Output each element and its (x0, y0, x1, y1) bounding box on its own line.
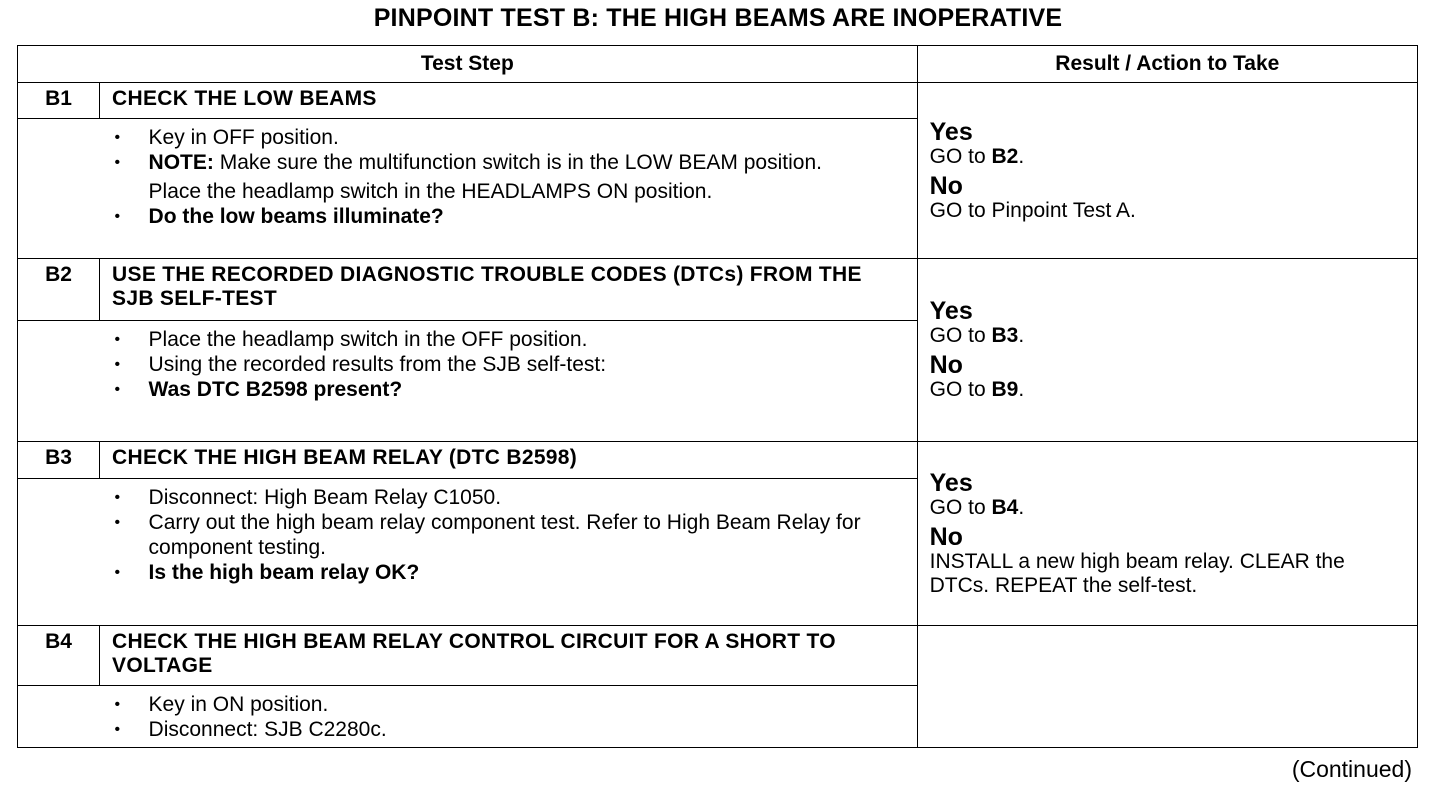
step-id: B3 (18, 442, 100, 479)
header-result: Result / Action to Take (917, 46, 1417, 83)
no-label: No (929, 522, 963, 551)
list-item: • Place the headlamp switch in the OFF position. (112, 327, 907, 352)
step-title: CHECK THE HIGH BEAM RELAY (DTC B2598) (100, 442, 918, 479)
no-action: GO to Pinpoint Test A. (929, 198, 1136, 222)
pinpoint-test-table (17, 45, 1418, 748)
yes-action: GO to B4. (929, 495, 1025, 519)
step-title-row (18, 259, 1418, 321)
list-item: • Disconnect: High Beam Relay C1050. (112, 485, 907, 510)
list-item: • Do the low beams illuminate? (112, 204, 907, 229)
step-id: B1 (18, 83, 100, 119)
step-result-empty (917, 626, 1417, 748)
step-id: B4 (18, 626, 100, 686)
step-body (100, 119, 918, 259)
yes-label: Yes (929, 117, 973, 146)
step-title: CHECK THE LOW BEAMS (100, 83, 918, 119)
yes-label: Yes (929, 468, 973, 497)
yes-label: Yes (929, 297, 973, 325)
list-item: • Using the recorded results from the SJB self-test: (112, 352, 907, 377)
page-title: PINPOINT TEST B: THE HIGH BEAMS ARE INOPERATIVE (373, 4, 1063, 32)
step-title-row (18, 626, 1418, 686)
list-item: • Is the high beam relay OK? (112, 560, 907, 585)
step-body (100, 479, 918, 626)
step-body (100, 321, 918, 442)
list-item: • Key in OFF position. (112, 125, 907, 150)
step-result (917, 259, 1417, 442)
yes-action: GO to B2. (929, 144, 1025, 168)
list-item: Place the headlamp switch in the HEADLAMPS ON position. (148, 180, 713, 203)
list-item: • Disconnect: SJB C2280c. (112, 717, 907, 742)
step-id: B2 (18, 259, 100, 321)
step-result (917, 442, 1417, 626)
list-item: • Was DTC B2598 present? (112, 377, 907, 402)
step-body-spacer (18, 686, 100, 748)
step-title-row (18, 442, 1418, 479)
no-label: No (929, 351, 963, 379)
list-item: • Carry out the high beam relay component test. Refer to High Beam Relay for component testing. (112, 510, 907, 560)
list-item: • Key in ON position. (112, 692, 907, 717)
step-body-spacer (18, 321, 100, 442)
header-test-step: Test Step (18, 46, 918, 83)
step-title: CHECK THE HIGH BEAM RELAY CONTROL CIRCUIT FOR A SHORT TO VOLTAGE (100, 626, 918, 686)
step-body (100, 686, 918, 748)
step-title-row (18, 83, 1418, 119)
step-body-spacer (18, 479, 100, 626)
step-result (917, 83, 1417, 259)
list-item: • NOTE: Make sure the multifunction switch is in the LOW BEAM position. (112, 150, 907, 175)
no-label: No (929, 171, 963, 200)
continued-label: (Continued) (1291, 756, 1412, 782)
step-title: USE THE RECORDED DIAGNOSTIC TROUBLE CODES (DTCs) FROM THE SJB SELF-TEST (100, 259, 918, 321)
no-action: INSTALL a new high beam relay. CLEAR the DTCs. REPEAT the self-test. (929, 549, 1345, 597)
yes-action: GO to B3. (929, 324, 1025, 347)
no-action: GO to B9. (929, 378, 1025, 401)
step-body-spacer (18, 119, 100, 259)
table-header-row (18, 46, 1418, 83)
